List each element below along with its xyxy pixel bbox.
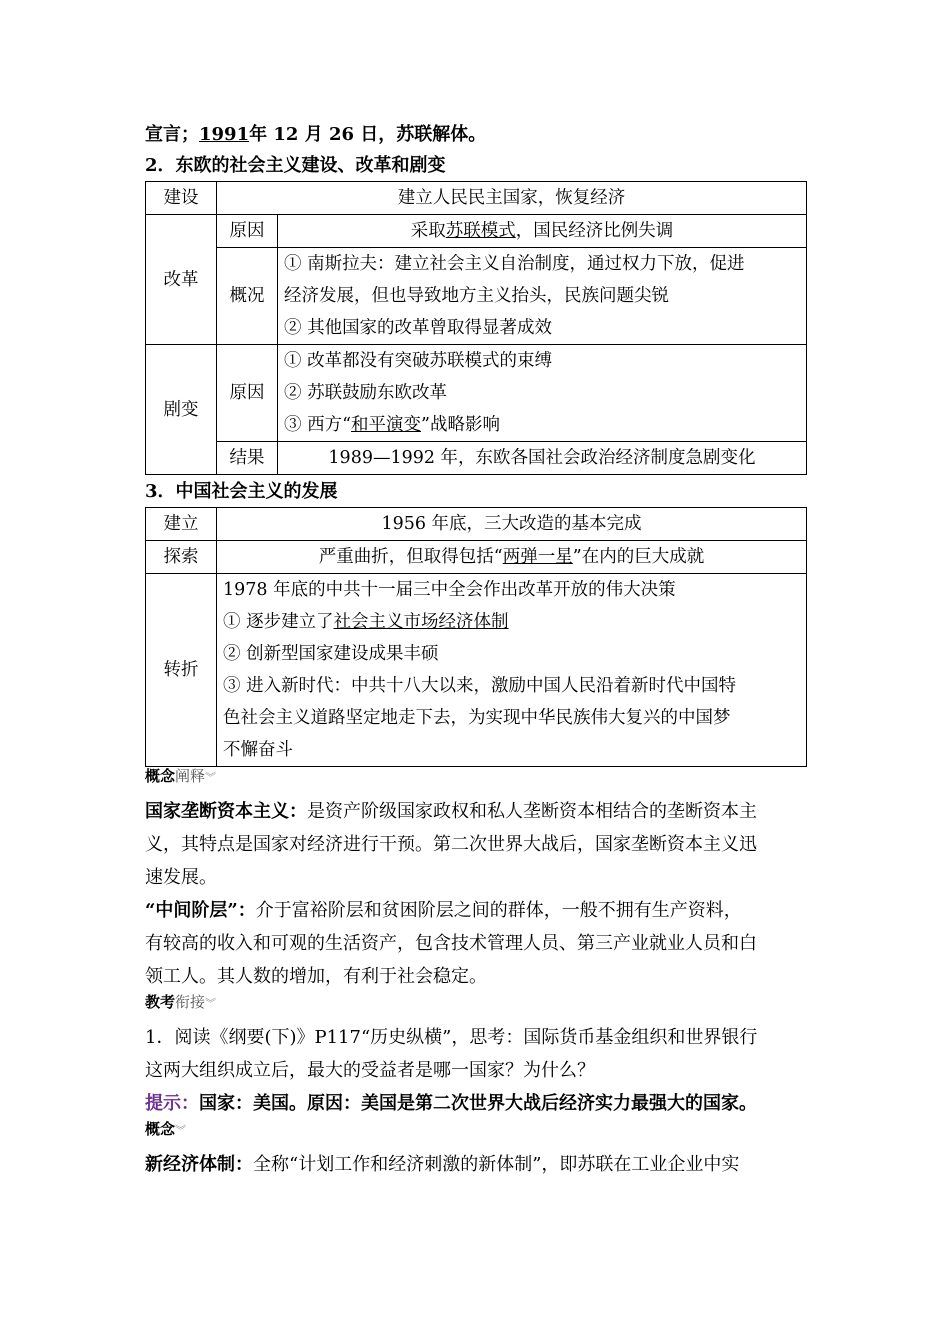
found-label: 建立 — [146, 508, 217, 541]
upheaval-result-label: 结果 — [217, 442, 278, 475]
upheaval-result-text: 1989—1992 年，东欧各国社会政治经济制度急剧变化 — [278, 442, 807, 475]
intro-line: 宣言；1991年 12 月 26 日，苏联解体。 — [145, 124, 487, 145]
concept-state-monopoly: 国家垄断资本主义：是资产阶级国家政权和私人垄断资本相结合的垄断资本主 义，其特点是国家对经济进行干预。第二次世界大战后，国家垄断资本主义迅 速发展。 — [145, 801, 757, 888]
chevron-down-icon: ︾ — [205, 771, 217, 784]
build-text: 建立人民民主国家，恢复经济 — [217, 182, 807, 215]
hint-label: 提示： — [145, 1093, 199, 1114]
explore-text: 严重曲折，但取得包括“两弹一星”在内的巨大成就 — [217, 541, 807, 574]
upheaval-label: 剧变 — [146, 345, 217, 475]
concept-new-economic-system: 新经济体制：全称“计划工作和经济刺激的新体制”，即苏联在工业企业中实 — [145, 1154, 740, 1175]
reform-cause-text: 采取苏联模式，国民经济比例失调 — [278, 215, 807, 248]
year-1991: 1991 — [199, 124, 250, 145]
exam-tag: 教考衔接︾ — [145, 993, 217, 1011]
eastern-europe-table — [145, 181, 807, 475]
reform-overview-label: 概况 — [217, 248, 278, 345]
china-table — [145, 507, 807, 767]
upheaval-cause-label: 原因 — [217, 345, 278, 442]
build-label: 建设 — [146, 182, 217, 215]
concept-tag-2: 概念︾ — [145, 1120, 187, 1138]
chevron-down-icon: ︾ — [205, 997, 217, 1010]
reform-cause-label: 原因 — [217, 215, 278, 248]
upheaval-cause-text: ① 改革都没有突破苏联模式的束缚 ② 苏联鼓励东欧改革 ③ 西方“和平演变”战略影响 — [278, 345, 807, 442]
chevron-down-icon: ︾ — [175, 1124, 187, 1137]
hint: 提示：国家：美国。原因：美国是第二次世界大战后经济实力最强大的国家。 — [145, 1093, 757, 1114]
turn-text: 1978 年底的中共十一届三中全会作出改革开放的伟大决策 ① 逐步建立了社会主义市场经济体制 ② 创新型国家建设成果丰硕 ③ 进入新时代：中共十八大以来，激励中国人民沿着新时代中国特 色社会主义道路坚定地走下去，为实现中华民族伟大复兴的中国梦 不懈奋斗 — [217, 574, 807, 767]
question: 1．阅读《纲要(下)》P117“历史纵横”，思考：国际货币基金组织和世界银行 这两大组织成立后，最大的受益者是哪一国家？为什么？ — [145, 1027, 758, 1081]
found-text: 1956 年底，三大改造的基本完成 — [217, 508, 807, 541]
turn-label: 转折 — [146, 574, 217, 767]
explore-label: 探索 — [146, 541, 217, 574]
reform-overview-text: ① 南斯拉夫：建立社会主义自治制度，通过权力下放，促进 经济发展，但也导致地方主义抬头，民族问题尖锐 ② 其他国家的改革曾取得显著成效 — [278, 248, 807, 345]
section2-title: 2．东欧的社会主义建设、改革和剧变 — [145, 155, 446, 176]
section3-title: 3．中国社会主义的发展 — [145, 481, 338, 502]
concept-tag: 概念阐释︾ — [145, 767, 217, 785]
concept-middle-class: “中间阶层”：介于富裕阶层和贫困阶层之间的群体，一般不拥有生产资料， 有较高的收入和可观的生活资产，包含技术管理人员、第三产业就业人员和白 领工人。其人数的增加，有利于社会稳定。 — [145, 900, 757, 987]
reform-label: 改革 — [146, 215, 217, 345]
document-page — [145, 118, 807, 1181]
